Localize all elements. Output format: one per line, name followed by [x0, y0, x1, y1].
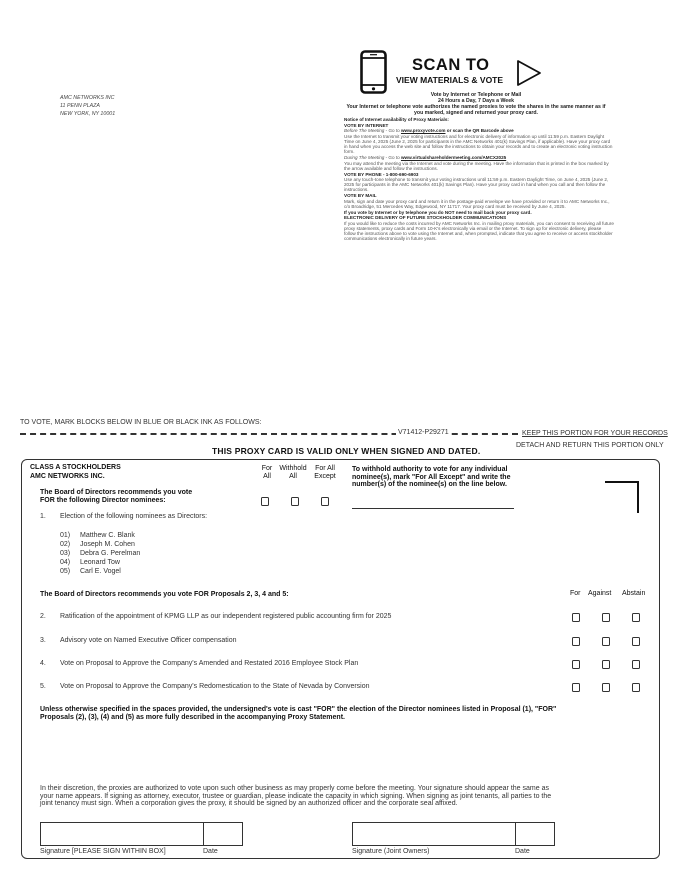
internet-heading: VOTE BY INTERNET [344, 122, 389, 128]
proposal-2-text: Ratification of the appointment of KPMG LLP as our independent registered public accounting firm for 2025 [60, 613, 392, 620]
during-body: You may attend the meeting via the Internet and vote during the meeting. Have the information that is printed in the box marked by the arrow available and follow the instructions. [344, 160, 609, 171]
virtual-meeting-link[interactable]: www.virtualshareholdermeeting.com/AMCX2025 [400, 155, 507, 161]
nominee-3 [60, 550, 140, 557]
col-for: For [570, 590, 581, 597]
before-meeting-line [344, 128, 614, 133]
signature-date-box[interactable] [203, 822, 243, 846]
proposal-2-number: 2. [40, 613, 46, 620]
nominee-1 [60, 532, 135, 539]
during-meeting-line [344, 155, 614, 160]
proposal-3-for-checkbox[interactable] [572, 637, 580, 646]
proposal-2-against-checkbox[interactable] [602, 613, 610, 622]
vote-header-line-3: Your Internet or telephone vote authorizes the named proxies to vote the shares in the same manner as if [346, 104, 606, 110]
during-meeting-mid: - Go to [384, 155, 401, 161]
vote-header-line-4: you marked, signed and returned your proxy card. [414, 110, 538, 116]
proposal-4-for-checkbox[interactable] [572, 660, 580, 669]
vote-header [340, 92, 612, 116]
col-for-all-except [309, 465, 341, 481]
proposal-5-abstain-checkbox[interactable] [632, 683, 640, 692]
proposal-2-abstain-checkbox[interactable] [632, 613, 640, 622]
vote-header-line-1: Vote by Internet or Telephone or Mail [430, 92, 522, 98]
no-mail-note: If you vote by Internet or by telephone you do NOT need to mail back your proxy card. [344, 209, 532, 215]
sender-address [60, 94, 115, 118]
nominee-5-name: Carl E. Vogel [80, 568, 121, 575]
proposal-4-text: Vote on Proposal to Approve the Company's Amended and Restated 2016 Employee Stock Plan [60, 660, 359, 667]
joint-date-box[interactable] [515, 822, 555, 846]
electronic-heading: ELECTRONIC DELIVERY OF FUTURE STOCKHOLDER COMMUNICATIONS [344, 215, 507, 221]
proposal-3-text: Advisory vote on Named Executive Officer compensation [60, 637, 237, 644]
col-withhold-all [274, 465, 312, 481]
col-withhold-line-1: Withhold [279, 465, 307, 472]
proposal-5-number: 5. [40, 683, 46, 690]
class-line-1: CLASS A STOCKHOLDERS [30, 464, 121, 471]
proposal-5-for-checkbox[interactable] [572, 683, 580, 692]
class-line-2: AMC NETWORKS INC. [30, 472, 105, 480]
joint-date-label: Date [515, 848, 530, 855]
stockholder-class [30, 464, 121, 481]
joint-signature-box[interactable] [352, 822, 516, 846]
nominee-4 [60, 559, 120, 566]
col-except-line-1: For All [315, 465, 335, 472]
proposal-3-abstain-checkbox[interactable] [632, 637, 640, 646]
nominee-2-number: 02) [60, 541, 71, 548]
before-meeting-mid: - Go to [384, 128, 401, 134]
valid-notice: THIS PROXY CARD IS VALID ONLY WHEN SIGNED AND DATED. [212, 446, 481, 456]
phone-icon [360, 50, 387, 94]
phone-heading: VOTE BY PHONE - 1-800-690-6903 [344, 171, 419, 177]
proposal-4-against-checkbox[interactable] [602, 660, 610, 669]
voting-instructions [344, 117, 614, 242]
for-all-checkbox[interactable] [261, 497, 269, 506]
proposals-heading: The Board of Directors recommends you vote FOR Proposals 2, 3, 4 and 5: [40, 591, 289, 598]
sender-line-3: NEW YORK, NY 10001 [60, 111, 116, 117]
before-meeting-suffix: or scan the QR Barcode above [445, 128, 514, 134]
proposal-3-number: 3. [40, 637, 46, 644]
item-1-text: Election of the following nominees as Directors: [60, 513, 208, 520]
withhold-instruction: To withhold authority to vote for any individual nominee(s), mark "For All Except" and write the number(s) of the nominee(s) on the line below. [352, 466, 511, 489]
board-line-1: The Board of Directors recommends you vote [40, 489, 193, 496]
except-write-line[interactable] [352, 508, 514, 509]
detach-portion-label: DETACH AND RETURN THIS PORTION ONLY [516, 442, 664, 449]
col-for-all-line-1: For [261, 465, 273, 472]
col-except-line-2: Except [314, 473, 336, 480]
proposal-5-against-checkbox[interactable] [602, 683, 610, 692]
corner-bracket [605, 481, 639, 513]
mark-instruction: TO VOTE, MARK BLOCKS BELOW IN BLUE OR BLACK INK AS FOLLOWS: [20, 419, 262, 426]
sender-line-2: 11 PENN PLAZA [60, 103, 100, 109]
mail-heading: VOTE BY MAIL [344, 193, 377, 199]
for-all-except-checkbox[interactable] [321, 497, 329, 506]
nominee-3-number: 03) [60, 550, 71, 557]
item-1-number: 1. [40, 513, 46, 520]
proposal-2-for-checkbox[interactable] [572, 613, 580, 622]
control-number: V71412-P29271 [398, 429, 449, 436]
nominee-2 [60, 541, 135, 548]
signature-box[interactable] [40, 822, 204, 846]
keep-portion-label: KEEP THIS PORTION FOR YOUR RECORDS [522, 430, 668, 437]
proxyvote-link[interactable]: www.proxyvote.com [400, 128, 446, 134]
signature-label: Signature [PLEASE SIGN WITHIN BOX] [40, 848, 166, 855]
col-for-all-line-2: All [263, 473, 271, 480]
vote-header-line-2: 24 Hours a Day, 7 Days a Week [438, 98, 514, 104]
proposal-4-abstain-checkbox[interactable] [632, 660, 640, 669]
during-meeting-prefix: During The Meeting [344, 155, 385, 161]
default-vote-statement: Unless otherwise specified in the spaces provided, the undersigned's vote is cast "FOR" the election of the Director nominees listed in Proposal (1), "FOR" Proposals (2), (3), (4) and (5) as more fully described in the accompanying Proxy Statement. [40, 706, 557, 721]
before-meeting-prefix: Before The Meeting [344, 128, 385, 134]
proposal-5-text: Vote on Proposal to Approve the Company's Redomestication to the State of Nevada by Conversion [60, 683, 370, 690]
board-recommendation [40, 489, 192, 505]
signature-date-label: Date [203, 848, 218, 855]
nominee-4-name: Leonard Tow [80, 559, 120, 566]
phone-body: Use any touch-tone telephone to transmit your voting instructions until 11:59 p.m. Eastern Daylight Time, on June 4, 2025 (June 2, 2025 for participants in the AMC Networks 401(k) Savings Plan). Have your proxy card in hand when you call and then follow the instructions. [344, 177, 609, 193]
col-against: Against [588, 590, 612, 597]
nominee-4-number: 04) [60, 559, 71, 566]
nominee-1-number: 01) [60, 532, 71, 539]
nominee-5-number: 05) [60, 568, 71, 575]
proposal-4-number: 4. [40, 660, 46, 667]
mail-body: Mark, sign and date your proxy card and return it in the postage-paid envelope we have provided or return it to AMC Networks Inc., c/o Broadridge, 51 Mercedes Way, Edgewood, NY 11717. Your proxy card must be received by June 4, 2025. [344, 198, 610, 209]
scan-title: SCAN TO [412, 56, 490, 74]
proposal-3-against-checkbox[interactable] [602, 637, 610, 646]
internet-body: Use the Internet to transmit your voting instructions and for electronic delivery of information up until 11:59 p.m. Eastern Daylight Time on June 4, 2025 (June 2, 2025 for participants in the AMC Networks 401(k) Savings Plan, if applicable). Have your proxy card in hand when you access the web site and follow the instructions to obtain your records and to create an electronic voting instruction form. [344, 134, 613, 155]
notice-heading: Notice of Internet availability of Proxy Materials: [344, 117, 449, 122]
joint-signature-label: Signature (Joint Owners) [352, 848, 430, 855]
sender-line-1: AMC NETWORKS INC [60, 95, 115, 101]
nominee-2-name: Joseph M. Cohen [80, 541, 135, 548]
discretion-statement: In their discretion, the proxies are authorized to vote upon such other business as may properly come before the meeting. Your signature should appear the same as your name appears. If signing as attorney, executor, trustee or guardian, please indicate the capacity in which signing. When signing as joint tenants, all parties to the joint tenancy must sign. When a corporation gives the proxy, it should be signed by an authorized officer and the corporate seal affixed. [40, 785, 552, 808]
board-line-2: FOR the following Director nominees: [40, 497, 166, 505]
col-abstain: Abstain [622, 590, 646, 597]
play-arrow-icon [516, 59, 542, 87]
scan-subtitle: VIEW MATERIALS & VOTE [396, 75, 504, 85]
nominee-5 [60, 568, 121, 575]
electronic-body: If you would like to reduce the costs incurred by AMC Networks Inc. in mailing proxy materials, you can consent to receiving all future proxy statements, proxy cards and Form 10-K's electronically via email or the Internet. To sign up for electronic delivery, please follow the instructions above to vote using the Internet and, when prompted, indicate that you agree to receive or access stockholder communications electronically in future years. [344, 220, 614, 242]
nominee-3-name: Debra G. Perelman [80, 550, 141, 557]
withhold-all-checkbox[interactable] [291, 497, 299, 506]
col-withhold-line-2: All [289, 473, 297, 480]
nominee-1-name: Matthew C. Blank [80, 532, 135, 539]
